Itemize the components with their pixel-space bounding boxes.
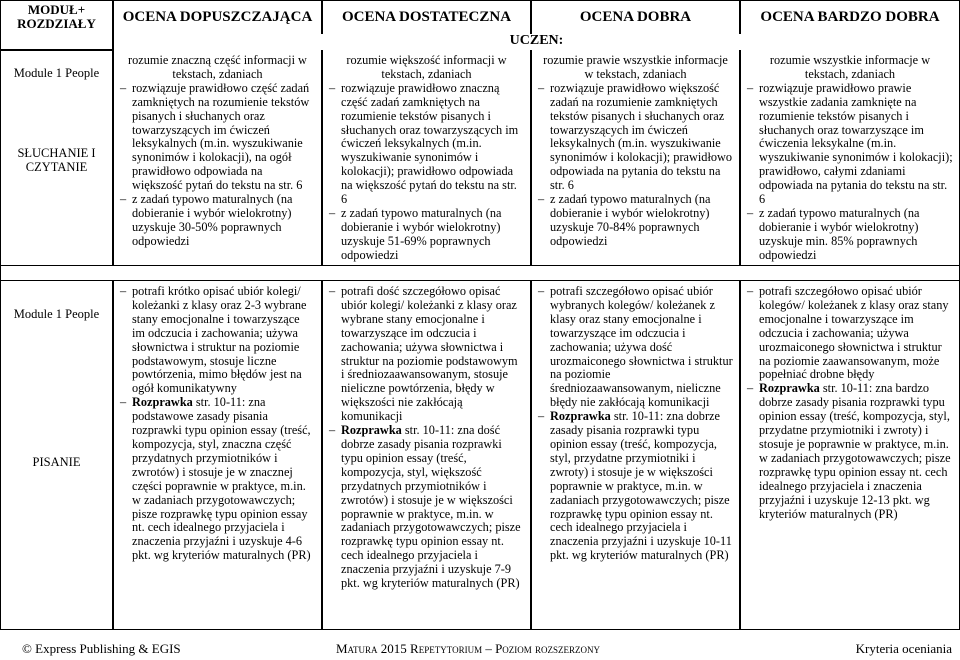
criteria-cell (113, 280, 322, 630)
criterion-body: potrafi szczegółowo opisać ubiór wybranych kolegów/ koleżanek z klasy oraz stany emocjonalne i towarzyszące im odczucia i zachowania; używa dość urozmaiconego słownictwa i struktur na poziomie średniozaawansowanym, nieliczne błędy nie zakłócają komunikacji (550, 284, 733, 410)
section-label-writing (0, 280, 113, 630)
criterion-body: rozwiązuje prawidłowo większość zadań na rozumienie zamkniętych tekstów pisanych i słuchanych oraz towarzyszących im ćwiczeń leksykalnych (m.in. wyszukiwanie synonimów i kolokacji); prawidłowo odpowiada na pytania do tekstu na str. 6 (550, 80, 733, 193)
skill-name: SŁUCHANIE I CZYTANIE (17, 146, 96, 174)
criterion-body: potrafi krótko opisać ubiór kolegi/ koleżanki z klasy oraz 2-3 wybrane stany emocjonalne i towarzyszące im odczucia i zachowania; używa słownictwa i struktur na poziomie podstawowym, stosuje liczne powtórzenia, mimo błędów jest na ogół komunikatywny (132, 284, 307, 396)
criterion-bullet (538, 82, 733, 193)
criterion-bullet (747, 285, 953, 382)
criterion-body: str. 10-11: zna dość dobrze zasady pisania rozprawki typu opinion essay (treść, kompozycja, styl, większość przydatnych przymiotników i zwrotów) i stosuje je w większości poprawnie w praktyce, m.in. w zadaniach przygotowawczych; pisze rozprawkę typu opinion essay nt. cech idealnego przyjaciela i znaczenia przyjaźni i uzyskuje 7-9 pkt. wg kryteriów maturalnych (PR) (341, 423, 521, 591)
footer-copyright: © Express Publishing & EGIS (22, 641, 181, 656)
criterion-body: str. 10-11: zna dobrze zasady pisania rozprawki typu opinion essay (treść, kompozycja, styl, przydatne przymiotniki i zwroty) i stosuje je w większości poprawnie w praktyce, m.in. w zadaniach przygotowawczych; pisze rozprawkę typu opinion essay nt. cech idealnego przyjaciela i znaczenia przyjaźni i uzyskuje 10-11 pkt. wg kryteriów maturalnych (PR) (550, 409, 732, 563)
criterion-bullet (329, 285, 524, 424)
footer-section: Kryteria oceniania (855, 641, 952, 656)
criterion-body: rozumie znaczną część informacji w tekstach, zdaniach (128, 53, 307, 81)
criterion-body: rozumie wszystkie informacje w tekstach, zdaniach (769, 53, 931, 81)
skill-name: PISANIE (32, 455, 81, 469)
page-footer (0, 640, 960, 660)
criterion-body: rozwiązuje prawidłowo znaczną część zadań zamkniętych na rozumienie tekstów pisanych i słuchanych oraz towarzyszących im ćwiczeń leksykalnych (m.in. wyszukiwanie synonimów i kolokacji); prawidłowo odpowiada na większość pytań do tekstu na str. 6 (341, 80, 519, 207)
subheader-uczen: UCZEŃ: (113, 34, 960, 50)
criteria-cell (740, 280, 960, 630)
criterion-body: z zadań typowo maturalnych (na dobieranie i wybór wielokrotny) uzyskuje min. 85% poprawnych odpowiedzi (759, 205, 920, 262)
level-header-bardzo-dobra: OCENA BARDZO DOBRA (740, 0, 960, 34)
level-header-dopuszczajaca: OCENA DOPUSZCZAJĄCA (113, 0, 322, 34)
criterion-bullet (538, 410, 733, 563)
criterion-body: z zadań typowo maturalnych (na dobieranie i wybór wielokrotny) uzyskuje 30-50% poprawnych odpowiedzi (132, 192, 293, 248)
criterion-text (120, 54, 315, 82)
criterion-body: potrafi szczegółowo opisać ubiór kolegów/ koleżanek z klasy oraz stany emocjonalne i towarzyszące im odczucia i zachowania; używa urozmaiconego słownictwa i struktur na poziomie zaawansowanym, może popełniać drobne błędy (759, 284, 949, 382)
criterion-bullet (747, 207, 953, 263)
criterion-text (538, 54, 733, 82)
section-label-listening-reading (0, 50, 113, 266)
criterion-keyword: Rozprawka (550, 409, 611, 424)
criteria-cell (322, 280, 531, 630)
criterion-bullet (120, 285, 315, 396)
criterion-body: potrafi dość szczegółowo opisać ubiór kolegi/ koleżanki z klasy oraz wybrane stany emocjonalne i towarzyszące im odczucia i zachowania; używa słownictwa i struktur na poziomie podstawowym i średniozaawansowanym, stosuje nieliczne powtórzenia, błędy w większości nie zakłócają komunikacji (341, 284, 518, 424)
footer-title: Matura 2015 Repetytorium – Poziom rozszerzony (336, 641, 601, 656)
criterion-body: rozumie prawie wszystkie informacje w tekstach, zdaniach (543, 53, 728, 81)
criterion-body: z zadań typowo maturalnych (na dobieranie i wybór wielokrotny) uzyskuje 70-84% poprawnych odpowiedzi (550, 192, 711, 248)
level-header-dostateczna: OCENA DOSTATECZNA (322, 0, 531, 34)
criterion-bullet (747, 382, 953, 521)
criterion-bullet (538, 193, 733, 249)
criterion-body: rozwiązuje prawidłowo prawie wszystkie zadania zamknięte na rozumienie tekstów pisanych i słuchanych oraz towarzyszące im ćwiczenia leksykalne (m.in. wyszukiwanie synonimów i kolokacji); prawidłowo, całymi zdaniami odpowiada na pytania do tekstu na str. 6 (759, 80, 953, 207)
criteria-cell (531, 280, 740, 630)
row-gap (0, 266, 960, 280)
criterion-bullet (329, 207, 524, 263)
criterion-body: z zadań typowo maturalnych (na dobieranie i wybór wielokrotny) uzyskuje 51-69% poprawnych odpowiedzi (341, 205, 502, 262)
module-name: Module 1 People (13, 66, 100, 80)
criterion-body: str. 10-11: zna podstawowe zasady pisania rozprawki typu opinion essay (treść, kompozycja, styl, znaczna część przydatnych przymiotników i zwrotów) i stosuje je w znacznej części poprawnie w praktyce, m.in. w zadaniach przygotowawczych; pisze rozprawkę typu opinion essay nt. cech idealnego przyjaciela i znaczenia przyjaźni i uzyskuje 4-6 pkt. wg kryteriów maturalnych (PR) (132, 395, 311, 563)
criterion-body: str. 10-11: zna bardzo dobrze zasady pisania rozprawki typu opinion essay (treść, kompozycja, styl, przydatne przymiotniki i zwroty) i stosuje je poprawnie w praktyce, m.in. w zadaniach przygotowawczych; pisze rozprawkę typu opinion essay nt. cech idealnego przyjaciela i znaczenia przyjaźni i uzyskuje 12-13 pkt. wg kryteriów maturalnych (PR) (759, 381, 951, 521)
criteria-cell (322, 50, 531, 266)
criterion-bullet (329, 424, 524, 591)
criterion-keyword: Rozprawka (341, 423, 402, 438)
criterion-bullet (120, 193, 315, 249)
criterion-bullet (329, 82, 524, 207)
criterion-bullet (120, 396, 315, 563)
criterion-bullet (747, 82, 953, 207)
criterion-keyword: Rozprawka (759, 381, 820, 396)
criterion-text (747, 54, 953, 82)
criteria-cell (531, 50, 740, 266)
level-header-dobra: OCENA DOBRA (531, 0, 740, 34)
criterion-body: rozwiązuje prawidłowo część zadań zamkniętych na rozumienie tekstów pisanych i słuchanych oraz towarzyszących im ćwiczeń leksykalnych (m.in. wyszukiwanie synonimów i kolokacji), na ogół prawidłowo odpowiada na większość pytań do tekstu na str. 6 (132, 80, 310, 193)
corner-header: MODUŁ+ ROZDZIAŁY (0, 0, 113, 50)
criteria-cell (113, 50, 322, 266)
module-name: Module 1 People (13, 307, 100, 321)
criteria-cell (740, 50, 960, 266)
criterion-keyword: Rozprawka (132, 395, 193, 410)
criterion-text (329, 54, 524, 82)
criterion-bullet (538, 285, 733, 410)
criterion-body: rozumie większość informacji w tekstach, zdaniach (346, 53, 507, 81)
criterion-bullet (120, 82, 315, 193)
